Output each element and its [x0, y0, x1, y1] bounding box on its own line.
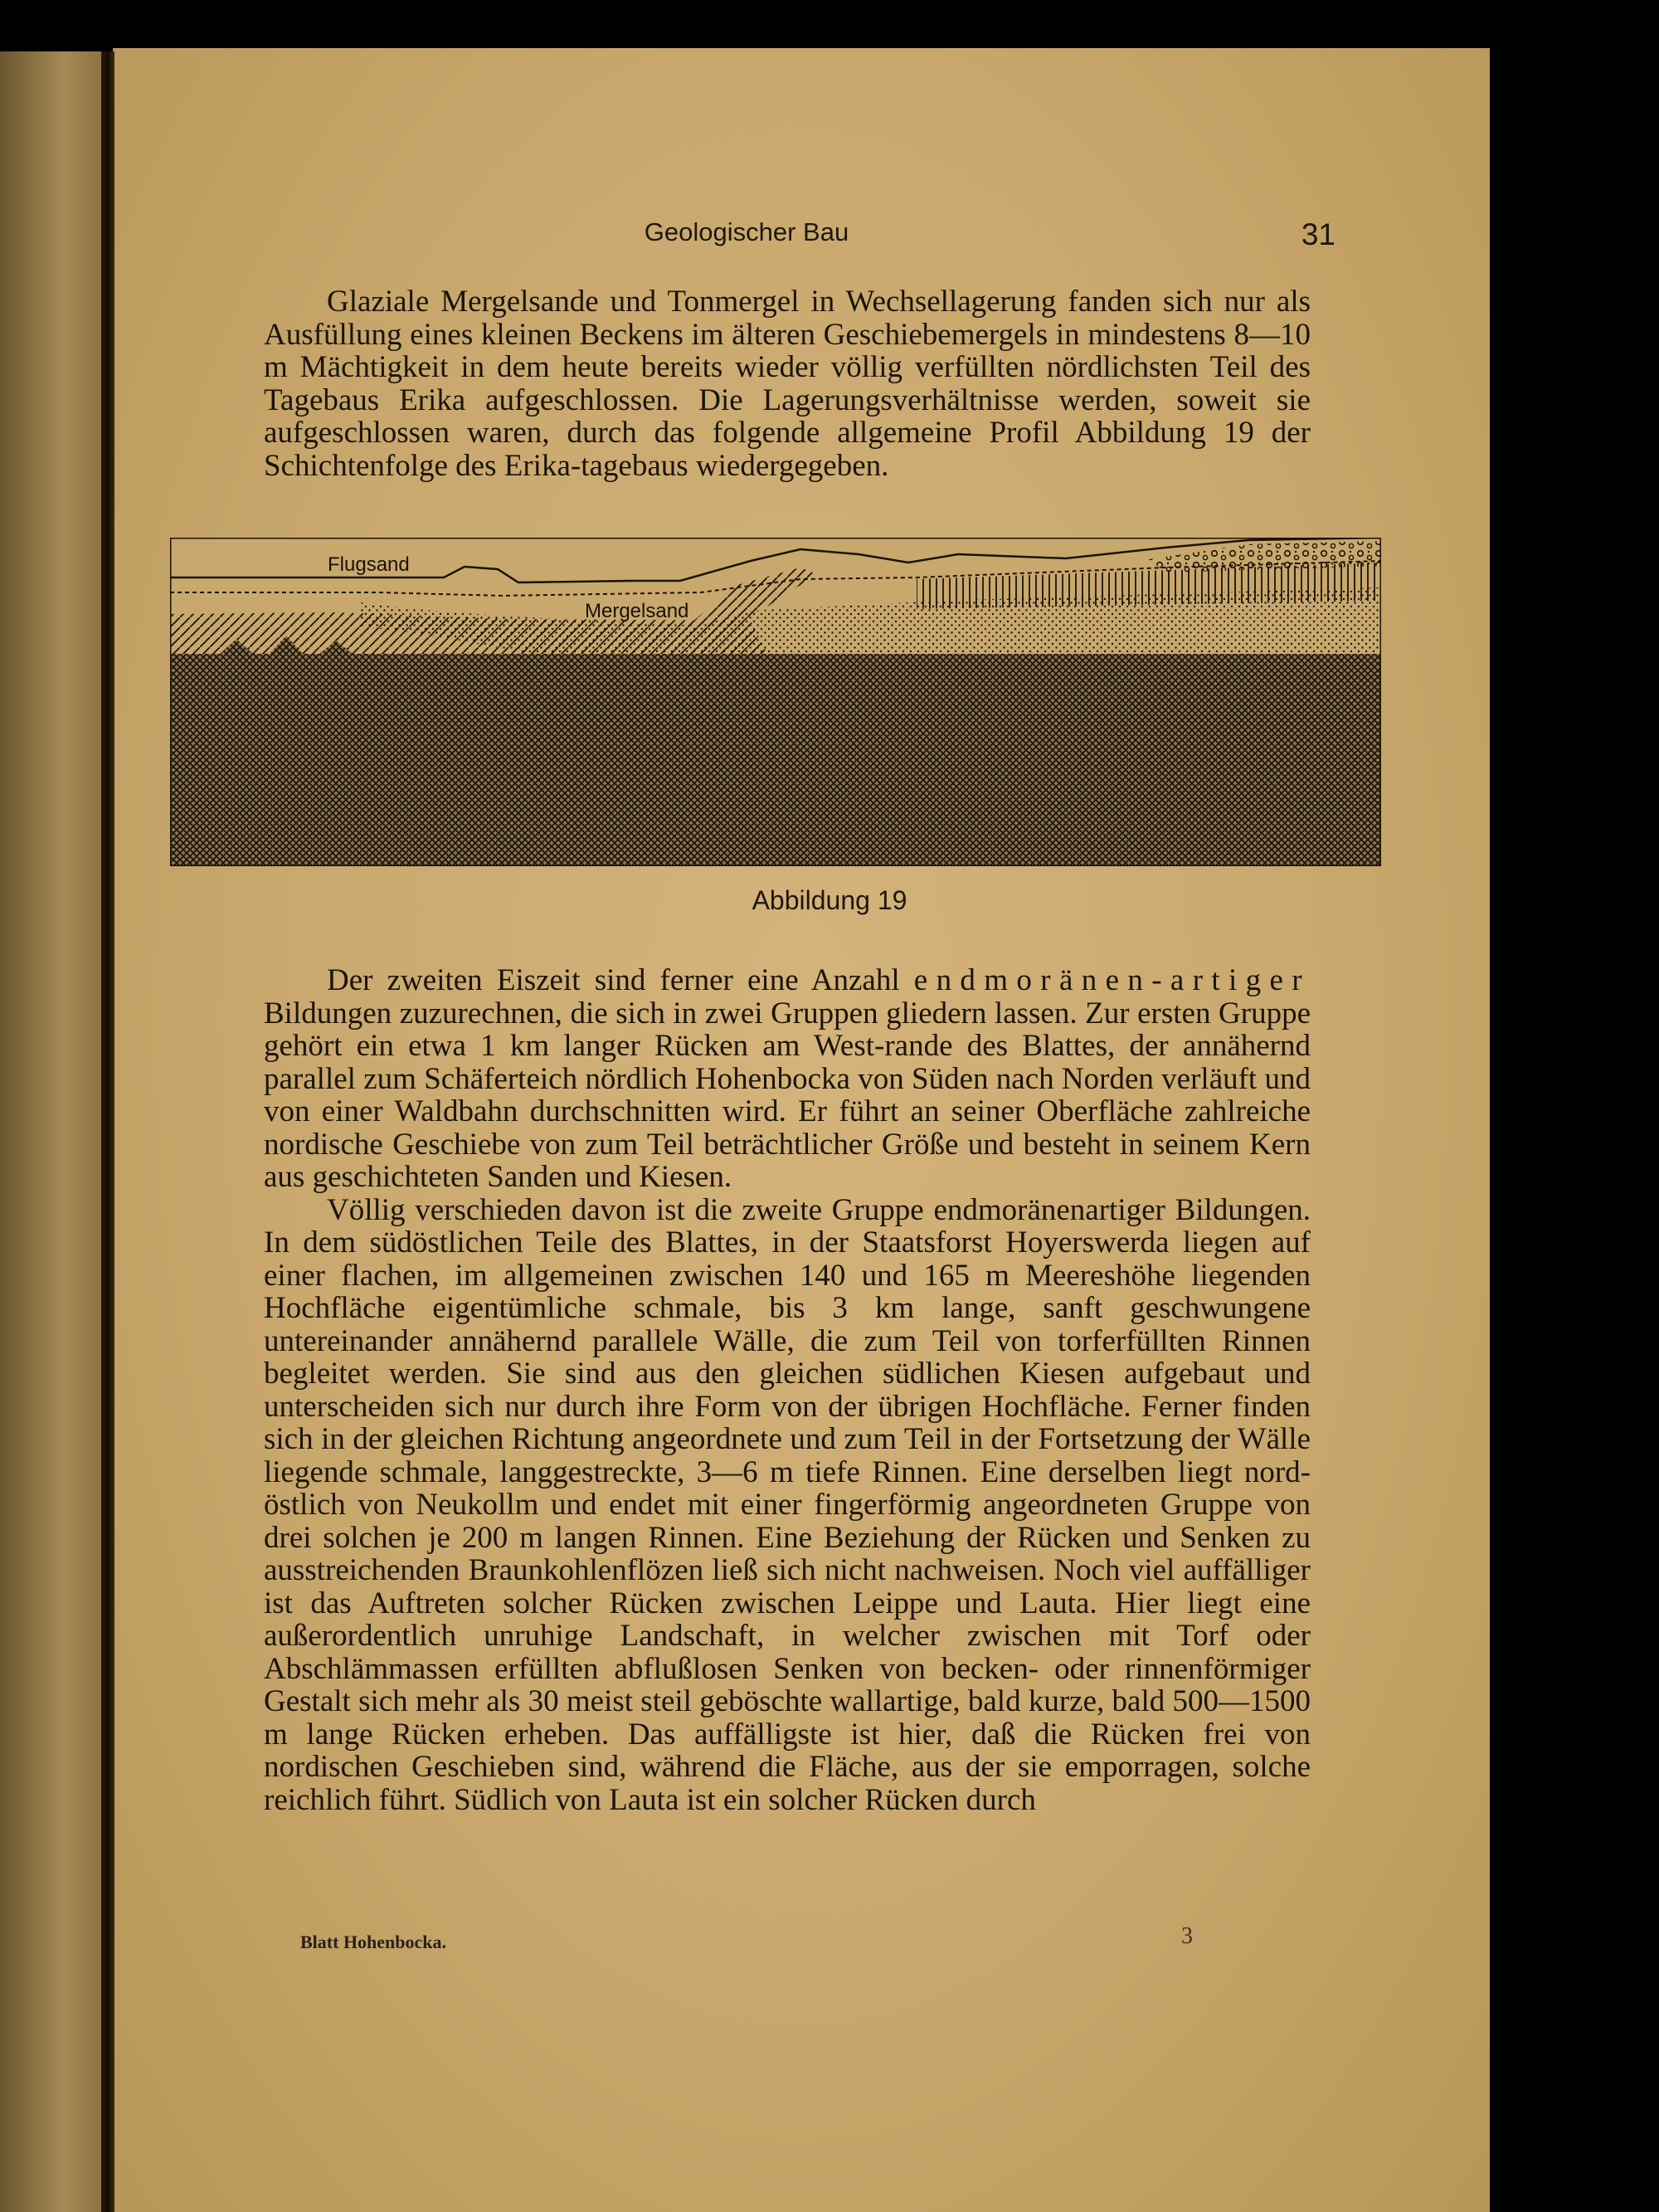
profile-label-flugsand: Flugsand: [328, 553, 410, 576]
figure-caption: Abbildung 19: [752, 885, 907, 915]
paragraph-2-lead: Der zweiten Eiszeit sind ferner eine Anzahl: [327, 963, 900, 997]
background-edge: [1490, 0, 1659, 2212]
book-gutter: [101, 51, 114, 2212]
page-number: 31: [1301, 217, 1335, 251]
paragraph-2-rest: Bildungen zuzurechnen, die sich in zwei Gruppen gliedern lassen. Zur ersten Gruppe gehört ein etwa 1 km langer Rücken am West-rande des Blattes, der annähernd parallel zum Schäferteich nördlich Hohenbocka von Süden nach Norden verläuft und von einer Waldbahn durchschnitten wird. Er führt an seiner Oberfläche zahlreiche nordische Geschiebe von zum Teil beträchtlicher Größe und besteht in seinem Kern aus geschichteten Sanden und Kiesen.: [264, 996, 1311, 1194]
left-page-edge: [0, 51, 106, 2212]
paragraph-3: Völlig verschieden davon ist die zweite Gruppe endmoränenartiger Bildungen. In dem südöstlichen Teile des Blattes, in der Staatsforst Hoyerswerda liegen auf einer flachen, im allgemeinen zwischen 140 und 165 m Meereshöhe liegenden Hochfläche eigentümliche schmale, bis 3 km lange, sanft geschwungene untereinander annähernd parallele Wälle, die zum Teil von torferfüllten Rinnen begleitet werden. Sie sind aus den gleichen südlichen Kiesen aufgebaut und unterscheiden sich nur durch ihre Form von der übrigen Hochfläche. Ferner finden sich in der gleichen Richtung angeordnete und zum Teil in der Fortsetzung der Wälle liegende schmale, langgestreckte, 3—6 m tiefe Rinnen. Eine derselben liegt nord-östlich von Neukollm und endet mit einer fingerförmig angeordneten Gruppe von drei solchen je 200 m langen Rinnen. Eine Beziehung der Rücken und Senken zu ausstreichenden Braunkohlenflözen ließ sich nicht nachweisen. Noch viel auffälliger ist das Auftreten solcher Rücken zwischen Leippe und Lauta. Hier liegt eine außerordentlich unruhige Landschaft, in welcher zwischen mit Torf oder Abschlämmassen erfüllten abflußlosen Senken von becken- oder rinnenförmiger Gestalt sich mehr als 30 meist steil geböschte wallartige, bald kurze, bald 500—1500 m lange Rücken erheben. Das auffälligste ist hier, daß die Rücken frei von nordischen Geschieben sind, während die Fläche, aus der sie emporragen, solche reichlich führt. Südlich von Lauta ist ein solcher Rücken durch: [264, 1192, 1311, 1817]
footer-signature: 3: [1181, 1923, 1193, 1949]
paragraph-2: [264, 964, 1311, 1194]
geological-profile-figure: [170, 538, 1381, 866]
running-header: [158, 217, 1335, 259]
footer-sheet-name: Blatt Hohenbocka.: [300, 1932, 447, 1952]
paragraph-1: Glaziale Mergelsande und Tonmergel in Wechsellagerung fanden sich nur als Ausfüllung eines kleinen Beckens im älteren Geschiebemergels in mindestens 8—10 m Mächtigkeit in dem heute bereits wieder völlig verfüllten nördlichsten Teil des Tagebaus Erika aufgeschlossen. Die Lagerungsverhältnisse werden, soweit sie aufgeschlossen waren, durch das folgende allgemeine Profil Abbildung 19 der Schichtenfolge des Erika-tagebaus wiedergegeben.: [264, 285, 1311, 483]
profile-basement-layer: [170, 654, 1381, 866]
main-text-block: [264, 964, 1311, 1816]
paragraph-2-spaced: endmoränen-artiger: [913, 963, 1311, 997]
header-title: Geologischer Bau: [644, 217, 849, 246]
profile-label-mergelsand: Mergelsand: [585, 600, 689, 622]
intro-block: [264, 285, 1311, 482]
